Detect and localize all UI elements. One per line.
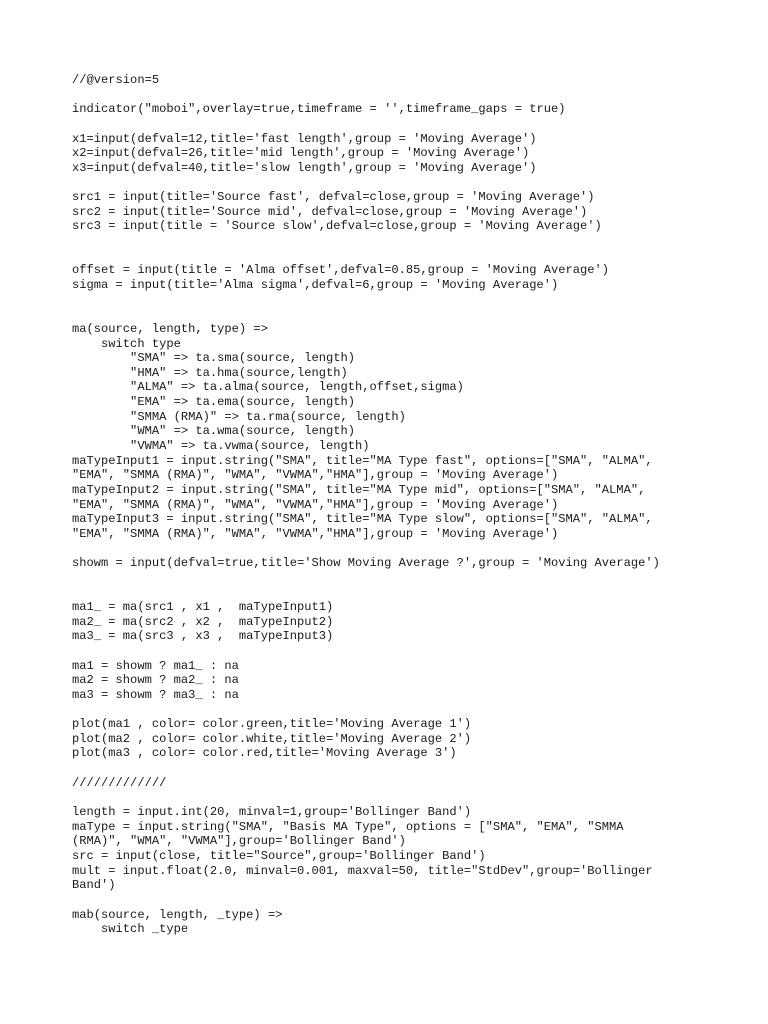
code-line: showm = input(defval=true,title='Show Moving Average ?',group = 'Moving Average') [72,556,660,571]
code-line [72,117,762,132]
code-line: x1=input(defval=12,title='fast length',group = 'Moving Average') [72,131,537,146]
code-line: plot(ma1 , color= color.green,title='Moving Average 1') [72,717,472,732]
code-line: maTypeInput1 = input.string("SMA", title="MA Type fast", options=["SMA", "ALMA", [72,453,653,468]
code-line [72,249,762,264]
code-line [72,175,762,190]
code-line: "EMA", "SMMA (RMA)", "WMA", "VWMA","HMA"],group = 'Moving Average') [72,497,559,512]
code-line: plot(ma2 , color= color.white,title='Moving Average 2') [72,731,472,746]
code-line: src1 = input(title='Source fast', defval=close,group = 'Moving Average') [72,190,595,205]
code-line: switch type [72,336,181,351]
code-line [72,585,762,600]
code-line [72,88,762,103]
code-line [72,542,762,557]
code-line: sigma = input(title='Alma sigma',defval=6,group = 'Moving Average') [72,277,559,292]
code-line: maTypeInput2 = input.string("SMA", title="MA Type mid", options=["SMA", "ALMA", [72,482,646,497]
code-line: "HMA" => ta.hma(source,length) [72,365,348,380]
code-line: Band') [72,878,116,893]
code-line [72,571,762,586]
code-line: "VWMA" => ta.vwma(source, length) [72,439,370,454]
code-line: ma3 = showm ? ma3_ : na [72,687,239,702]
code-line: ma2 = showm ? ma2_ : na [72,673,239,688]
code-line: ///////////// [72,775,167,790]
code-line: ma2_ = ma(src2 , x2 , maTypeInput2) [72,614,334,629]
code-line [72,644,762,659]
code-line [72,761,762,776]
code-line: src2 = input(title='Source mid', defval=close,group = 'Moving Average') [72,204,588,219]
code-line: switch _type [72,922,189,937]
code-line [72,703,762,718]
code-line: "SMMA (RMA)" => ta.rma(source, length) [72,409,406,424]
code-line: "EMA", "SMMA (RMA)", "WMA", "VWMA","HMA"],group = 'Moving Average') [72,468,559,483]
code-line: "WMA" => ta.wma(source, length) [72,424,356,439]
code-line: "ALMA" => ta.alma(source, length,offset,sigma) [72,380,464,395]
code-line [72,307,762,322]
code-line: ma3_ = ma(src3 , x3 , maTypeInput3) [72,629,334,644]
code-listing [72,73,762,937]
code-line: (RMA)", "WMA", "VWMA"],group='Bollinger Band') [72,834,406,849]
code-line: offset = input(title = 'Alma offset',defval=0.85,group = 'Moving Average') [72,263,610,278]
code-line: maType = input.string("SMA", "Basis MA Type", options = ["SMA", "EMA", "SMMA [72,819,624,834]
code-line: "EMA", "SMMA (RMA)", "WMA", "VWMA","HMA"],group = 'Moving Average') [72,526,559,541]
code-line [72,234,762,249]
code-line: //@version=5 [72,73,160,87]
code-line: "SMA" => ta.sma(source, length) [72,351,356,366]
code-line: mult = input.float(2.0, minval=0.001, maxval=50, title="StdDev",group='Bollinger [72,863,653,878]
code-line: mab(source, length, _type) => [72,907,283,922]
code-line: ma1 = showm ? ma1_ : na [72,658,239,673]
code-line: indicator("moboi",overlay=true,timeframe = '',timeframe_gaps = true) [72,102,566,117]
code-line: plot(ma3 , color= color.red,title='Moving Average 3') [72,746,457,761]
code-line: length = input.int(20, minval=1,group='Bollinger Band') [72,805,472,820]
code-line: "EMA" => ta.ema(source, length) [72,395,356,410]
code-line: src3 = input(title = 'Source slow',defval=close,group = 'Moving Average') [72,219,602,234]
code-line: src = input(close, title="Source",group='Bollinger Band') [72,848,486,863]
code-line: ma(source, length, type) => [72,321,268,336]
code-line: x2=input(defval=26,title='mid length',group = 'Moving Average') [72,146,530,161]
code-line [72,790,762,805]
code-line: maTypeInput3 = input.string("SMA", title="MA Type slow", options=["SMA", "ALMA", [72,512,653,527]
code-line [72,293,762,308]
code-line [72,893,762,908]
code-line: x3=input(defval=40,title='slow length',group = 'Moving Average') [72,160,537,175]
code-line: ma1_ = ma(src1 , x1 , maTypeInput1) [72,600,334,615]
